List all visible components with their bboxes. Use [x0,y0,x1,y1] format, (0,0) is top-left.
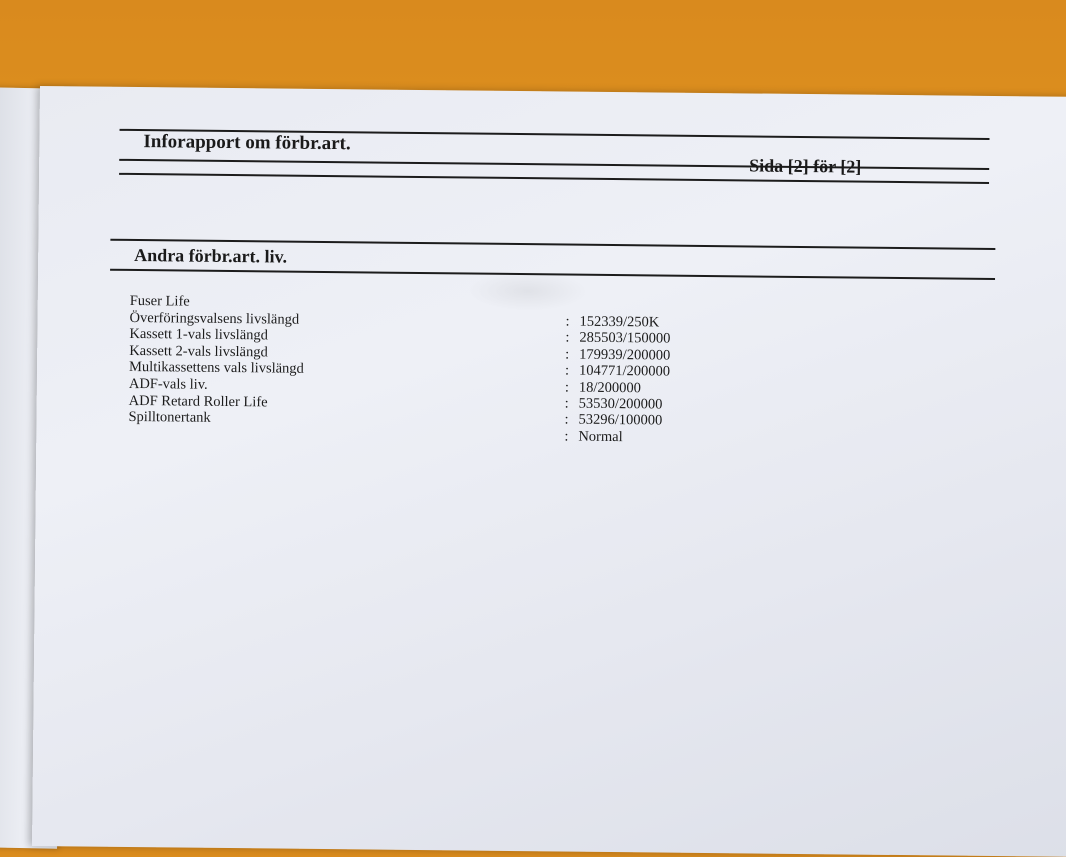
item-label: Spilltonertank [128,409,211,426]
item-value: 18/200000 [578,379,641,396]
item-value-row [565,363,670,381]
item-value-row [564,428,669,446]
separator: : [565,329,570,346]
item-value-row [565,314,670,332]
item-value: 53296/100000 [578,412,663,429]
item-labels [128,293,304,428]
item-value: 179939/200000 [579,346,671,364]
page-indicator: Sida [2] för [2] [749,155,862,177]
item-label: Kassett 1-vals livslängd [129,326,269,344]
item-value: Normal [578,428,623,445]
item-label: Multikassettens vals livslängd [128,359,304,378]
item-label: Fuser Life [129,292,190,310]
separator: : [565,313,570,330]
item-label: ADF-vals liv. [128,375,208,393]
item-label: Överföringsvalsens livslängd [129,309,300,328]
separator: : [564,395,569,412]
separator: : [564,428,569,445]
item-value-row [565,346,670,364]
report-title: Inforapport om förbr.art. [143,131,351,155]
separator: : [564,362,570,379]
item-value-row [565,396,670,414]
paper-crease [468,270,588,311]
separator: : [564,379,569,396]
item-label: Kassett 2-vals livslängd [129,342,268,361]
item-value: 104771/200000 [578,362,671,380]
item-value-row [564,412,669,430]
item-value-row [565,379,670,397]
item-value: 285503/150000 [579,330,671,348]
printed-report-page [32,86,1066,857]
item-label: ADF Retard Roller Life [128,392,268,410]
section-title: Andra förbr.art. liv. [134,244,288,267]
item-value: 53530/200000 [578,395,663,413]
separator: : [564,411,569,428]
item-value-row [565,330,670,348]
item-value: 152339/250K [579,313,660,331]
separator: : [565,346,570,363]
item-values [564,314,670,446]
